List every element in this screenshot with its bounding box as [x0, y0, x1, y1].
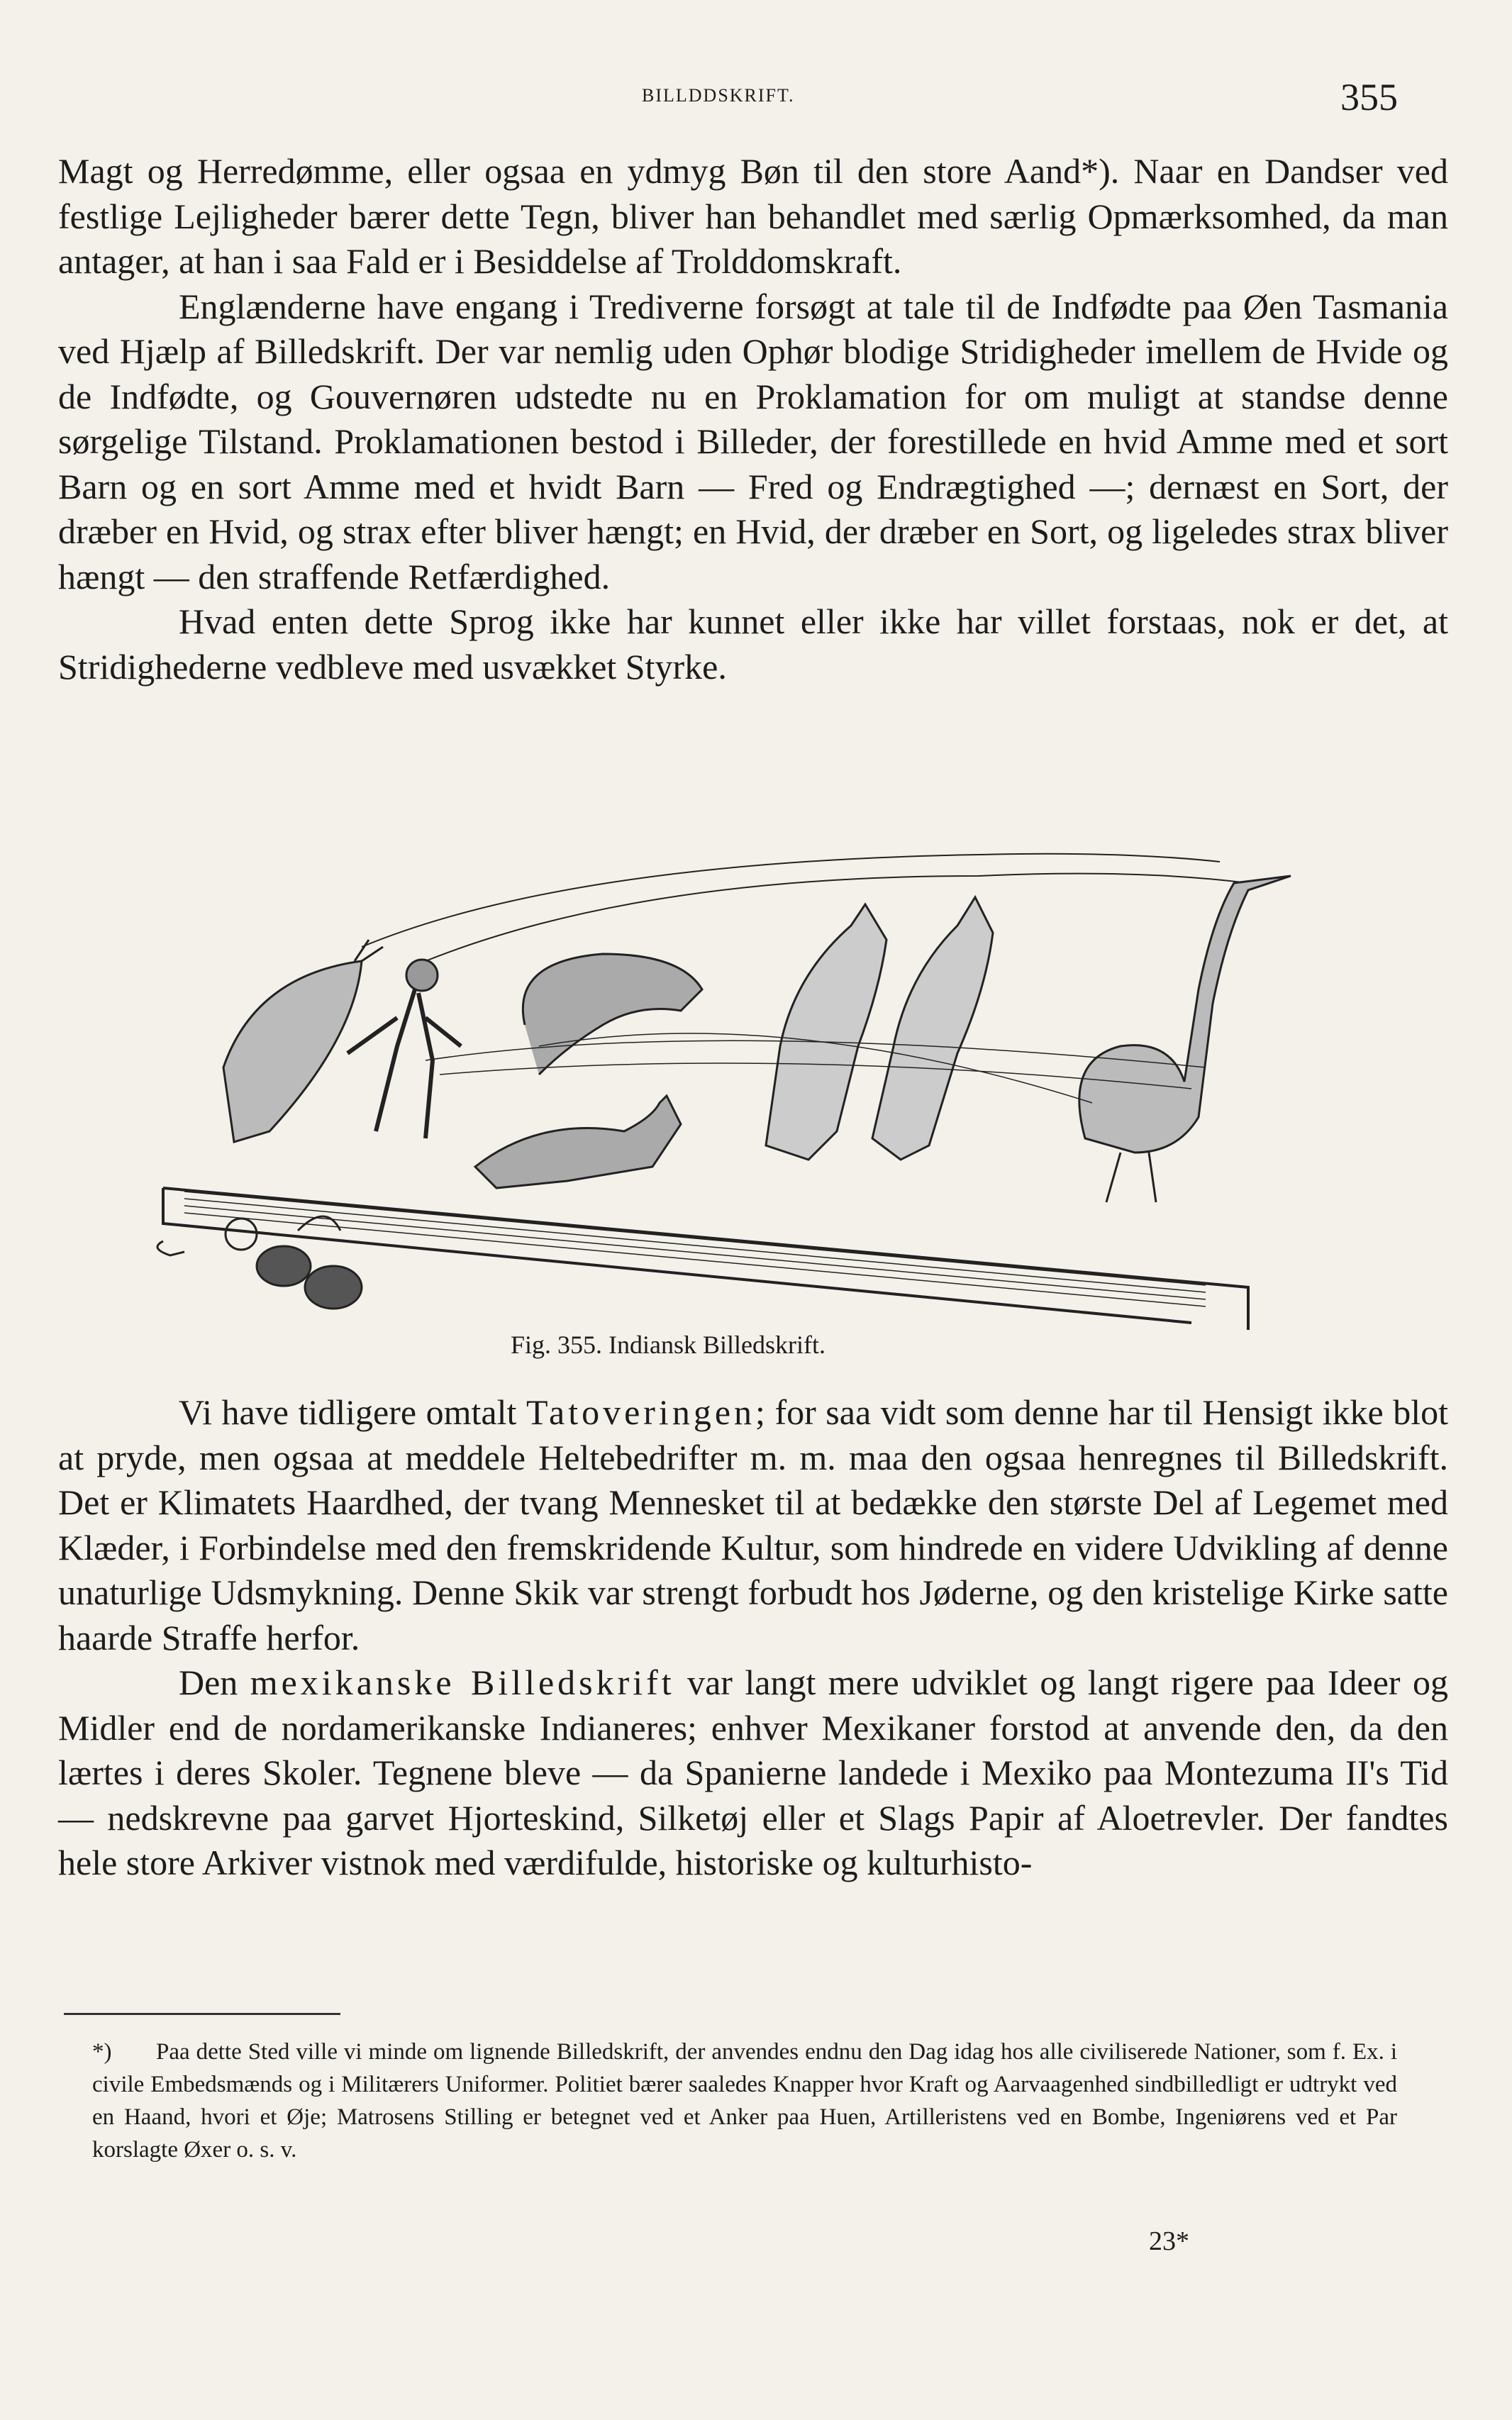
- paragraph-tasmania: Englænderne have engang i Trediverne forsøgt at tale til de Indfødte paa Øen Tasmania ved Hjælp af Billedskrift. Der var nemlig uden Ophør blodige Stridigheder imellem de Hvide og de Indfødte, og Gouvernøren udstedte nu en Proklamation for om muligt at standse denne sørgelige Tilstand. Proklamationen bestod i Billeder, der forestillede en hvid Amme med et sort Barn og en sort Amme med et hvidt Barn — Fred og Endrægtighed —; dernæst en Sort, der dræber en Hvid, og strax efter bliver hængt; en Hvid, der dræber en Sort, og ligeledes strax bliver hængt — den straffende Retfærdighed.: [58, 286, 1448, 596]
- footnote-text: Paa dette Sted ville vi minde om lignende Billedskrift, der anvendes endnu den Dag idag hos alle civiliserede Nationer, som f. Ex. i civile Embedsmænds og i Militærers Uniformer. Politiet bærer saaledes Knapper hvor Kraft og Aarvaagenhed sindbilledligt er udtrykt ved en Haand, hvori et Øje; Matrosens Stilling er betegnet ved et Anker paa Huen, Artilleristens ved en Bombe, Ingeniørens ved et Par korslagte Øxer o. s. v.: [92, 2039, 1397, 2163]
- sheet-signature: 23*: [1149, 2226, 1189, 2256]
- footnote-divider: [64, 2013, 340, 2015]
- paragraph-tatoveringen: [58, 1390, 1448, 1660]
- footnotes: [92, 2036, 1397, 2166]
- running-head: BILLDDSKRIFT.: [642, 85, 795, 106]
- para5-before: Den: [179, 1663, 250, 1702]
- body-text-top: [58, 149, 1448, 689]
- figure-caption: Fig. 355. Indiansk Billedskrift.: [511, 1331, 826, 1359]
- figure-indian-picture-writing: [142, 833, 1333, 1372]
- indian-picture-writing-illustration: [142, 833, 1333, 1330]
- paragraph-stridigheder: Hvad enten dette Sprog ikke har kunnet eller ikke har villet forstaas, nok er det, at Stridighederne vedbleve med usvækket Styrke.: [58, 601, 1448, 687]
- para4-before: Vi have tidligere omtalt: [179, 1392, 526, 1432]
- paragraph-mexikanske: [58, 1660, 1448, 1886]
- footnote-mark: *): [92, 2039, 112, 2065]
- para4-emphasis: Tatoveringen: [526, 1392, 756, 1432]
- para5-emphasis: mexikanske Billedskrift: [250, 1663, 675, 1702]
- para5-after: var langt mere udviklet og langt rigere paa Ideer og Midler end de nordamerikanske Indianeres; enhver Mexikaner forstod at anvende den, da den lærtes i deres Skoler. Tegnene bleve — da Spanierne landede i Mexiko paa Montezuma II's Tid — nedskrevne paa garvet Hjorteskind, Silketøj eller et Slags Papir af Aloetrevler. Der fandtes hele store Arkiver vistnok med værdifulde, historiske og kulturhisto-: [58, 1663, 1448, 1882]
- paragraph-aand: Magt og Herredømme, eller ogsaa en ydmyg Bøn til den store Aand*). Naar en Dandser ved festlige Lejligheder bærer dette Tegn, bliver han behandlet med særlig Opmærksomhed, da man antager, at han i saa Fald er i Besiddelse af Trolddomskraft.: [58, 151, 1448, 281]
- footnote-1: [92, 2036, 1397, 2166]
- para4-after: ; for saa vidt som denne har til Hensigt ikke blot at pryde, men ogsaa at meddele Heltebedrifter m. m. maa den ogsaa henregnes til Billedskrift. Det er Klimatets Haardhed, der tvang Mennesket til at bedække den største Del af Legemet med Klæder, i Forbindelse med den fremskridende Kultur, som hindrede en videre Udvikling af denne unaturlige Udsmykning. Denne Skik var strengt forbudt hos Jøderne, og den kristelige Kirke satte haarde Straffe herfor.: [58, 1392, 1448, 1658]
- body-text-bottom: [58, 1390, 1448, 1886]
- page-header: [0, 76, 1512, 122]
- page-number: 355: [1340, 76, 1398, 118]
